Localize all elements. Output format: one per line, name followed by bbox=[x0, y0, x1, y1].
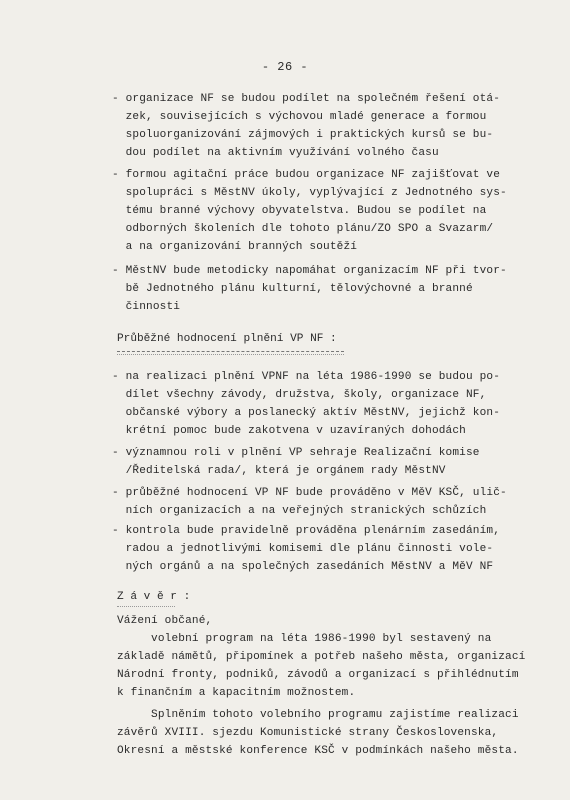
text-line: - kontrola bude pravidelně prováděna plenárním zasedáním, bbox=[112, 525, 501, 537]
text-line: občanské výbory a poslanecký aktív MěstNV, jejichž kon- bbox=[112, 407, 501, 419]
text-line: volební program na léta 1986-1990 byl sestavený na bbox=[117, 633, 492, 645]
conclusion-underline bbox=[117, 606, 175, 607]
text-line: zek, souvisejících s výchovou mladé generace a formou bbox=[112, 111, 487, 123]
text-line: radou a jednotlivými komisemi dle plánu činnosti vole- bbox=[112, 543, 494, 555]
text-line: odborných školeních dle tohoto plánu/ZO SPO a Svazarm/ bbox=[112, 223, 494, 235]
text-line: Okresní a městské konference KSČ v podmínkách našeho města. bbox=[117, 745, 519, 757]
text-line: dílet všechny závody, družstva, školy, organizace NF, bbox=[112, 389, 487, 401]
text-line: činnosti bbox=[112, 301, 181, 313]
conclusion-heading: Z á v ě r : bbox=[117, 591, 191, 603]
text-line: - průběžné hodnocení VP NF bude prováděno v MěV KSČ, ulič- bbox=[112, 487, 507, 499]
text-line: krétní pomoc bude zakotvena v uzavíraných dohodách bbox=[112, 425, 466, 437]
text-line: - organizace NF se budou podílet na společném řešení otá- bbox=[112, 93, 501, 105]
text-line: tému branné výchovy obyvatelstva. Budou se podílet na bbox=[112, 205, 487, 217]
text-line: a na organizování branných soutěží bbox=[112, 241, 358, 253]
text-line: Vážení občané, bbox=[117, 615, 213, 627]
heading-underline bbox=[117, 351, 344, 352]
page-number: - 26 - bbox=[261, 60, 309, 74]
text-line: - MěstNV bude metodicky napomáhat organizacím NF při tvor- bbox=[112, 265, 507, 277]
text-line: k finančním a kapacitním možnostem. bbox=[117, 687, 356, 699]
heading-underline-2 bbox=[117, 354, 344, 355]
text-line: - formou agitační práce budou organizace NF zajišťovat ve bbox=[112, 169, 501, 181]
text-line: závěrů XVIII. sjezdu Komunistické strany Československa, bbox=[117, 727, 499, 739]
text-line: Splněním tohoto volebního programu zajistíme realizaci bbox=[117, 709, 519, 721]
text-line: Národní fronty, podniků, závodů a organizací s přihlédnutím bbox=[117, 669, 519, 681]
text-line: dou podílet na aktivním využívání volného času bbox=[112, 147, 439, 159]
section-heading: Průběžné hodnocení plnění VP NF : bbox=[117, 333, 337, 345]
text-line: - významnou roli v plnění VP sehraje Realizační komise bbox=[112, 447, 480, 459]
text-line: spoluorganizování zájmových i praktických kursů se bu- bbox=[112, 129, 494, 141]
text-line: bě Jednotného plánu kulturní, tělovýchovné a branné bbox=[112, 283, 473, 295]
text-line: základě námětů, připomínek a potřeb našeho města, organizací bbox=[117, 651, 526, 663]
text-line: - na realizaci plnění VPNF na léta 1986-1990 se budou po- bbox=[112, 371, 501, 383]
text-line: /Ředitelská rada/, která je orgánem rady MěstNV bbox=[112, 465, 446, 477]
text-line: ných orgánů a na společných zasedáních MěstNV a MěV NF bbox=[112, 561, 494, 573]
text-line: spolupráci s MěstNV úkoly, vyplývající z Jednotného sys- bbox=[112, 187, 507, 199]
text-line: ních organizacích a na veřejných stranických schůzích bbox=[112, 505, 487, 517]
